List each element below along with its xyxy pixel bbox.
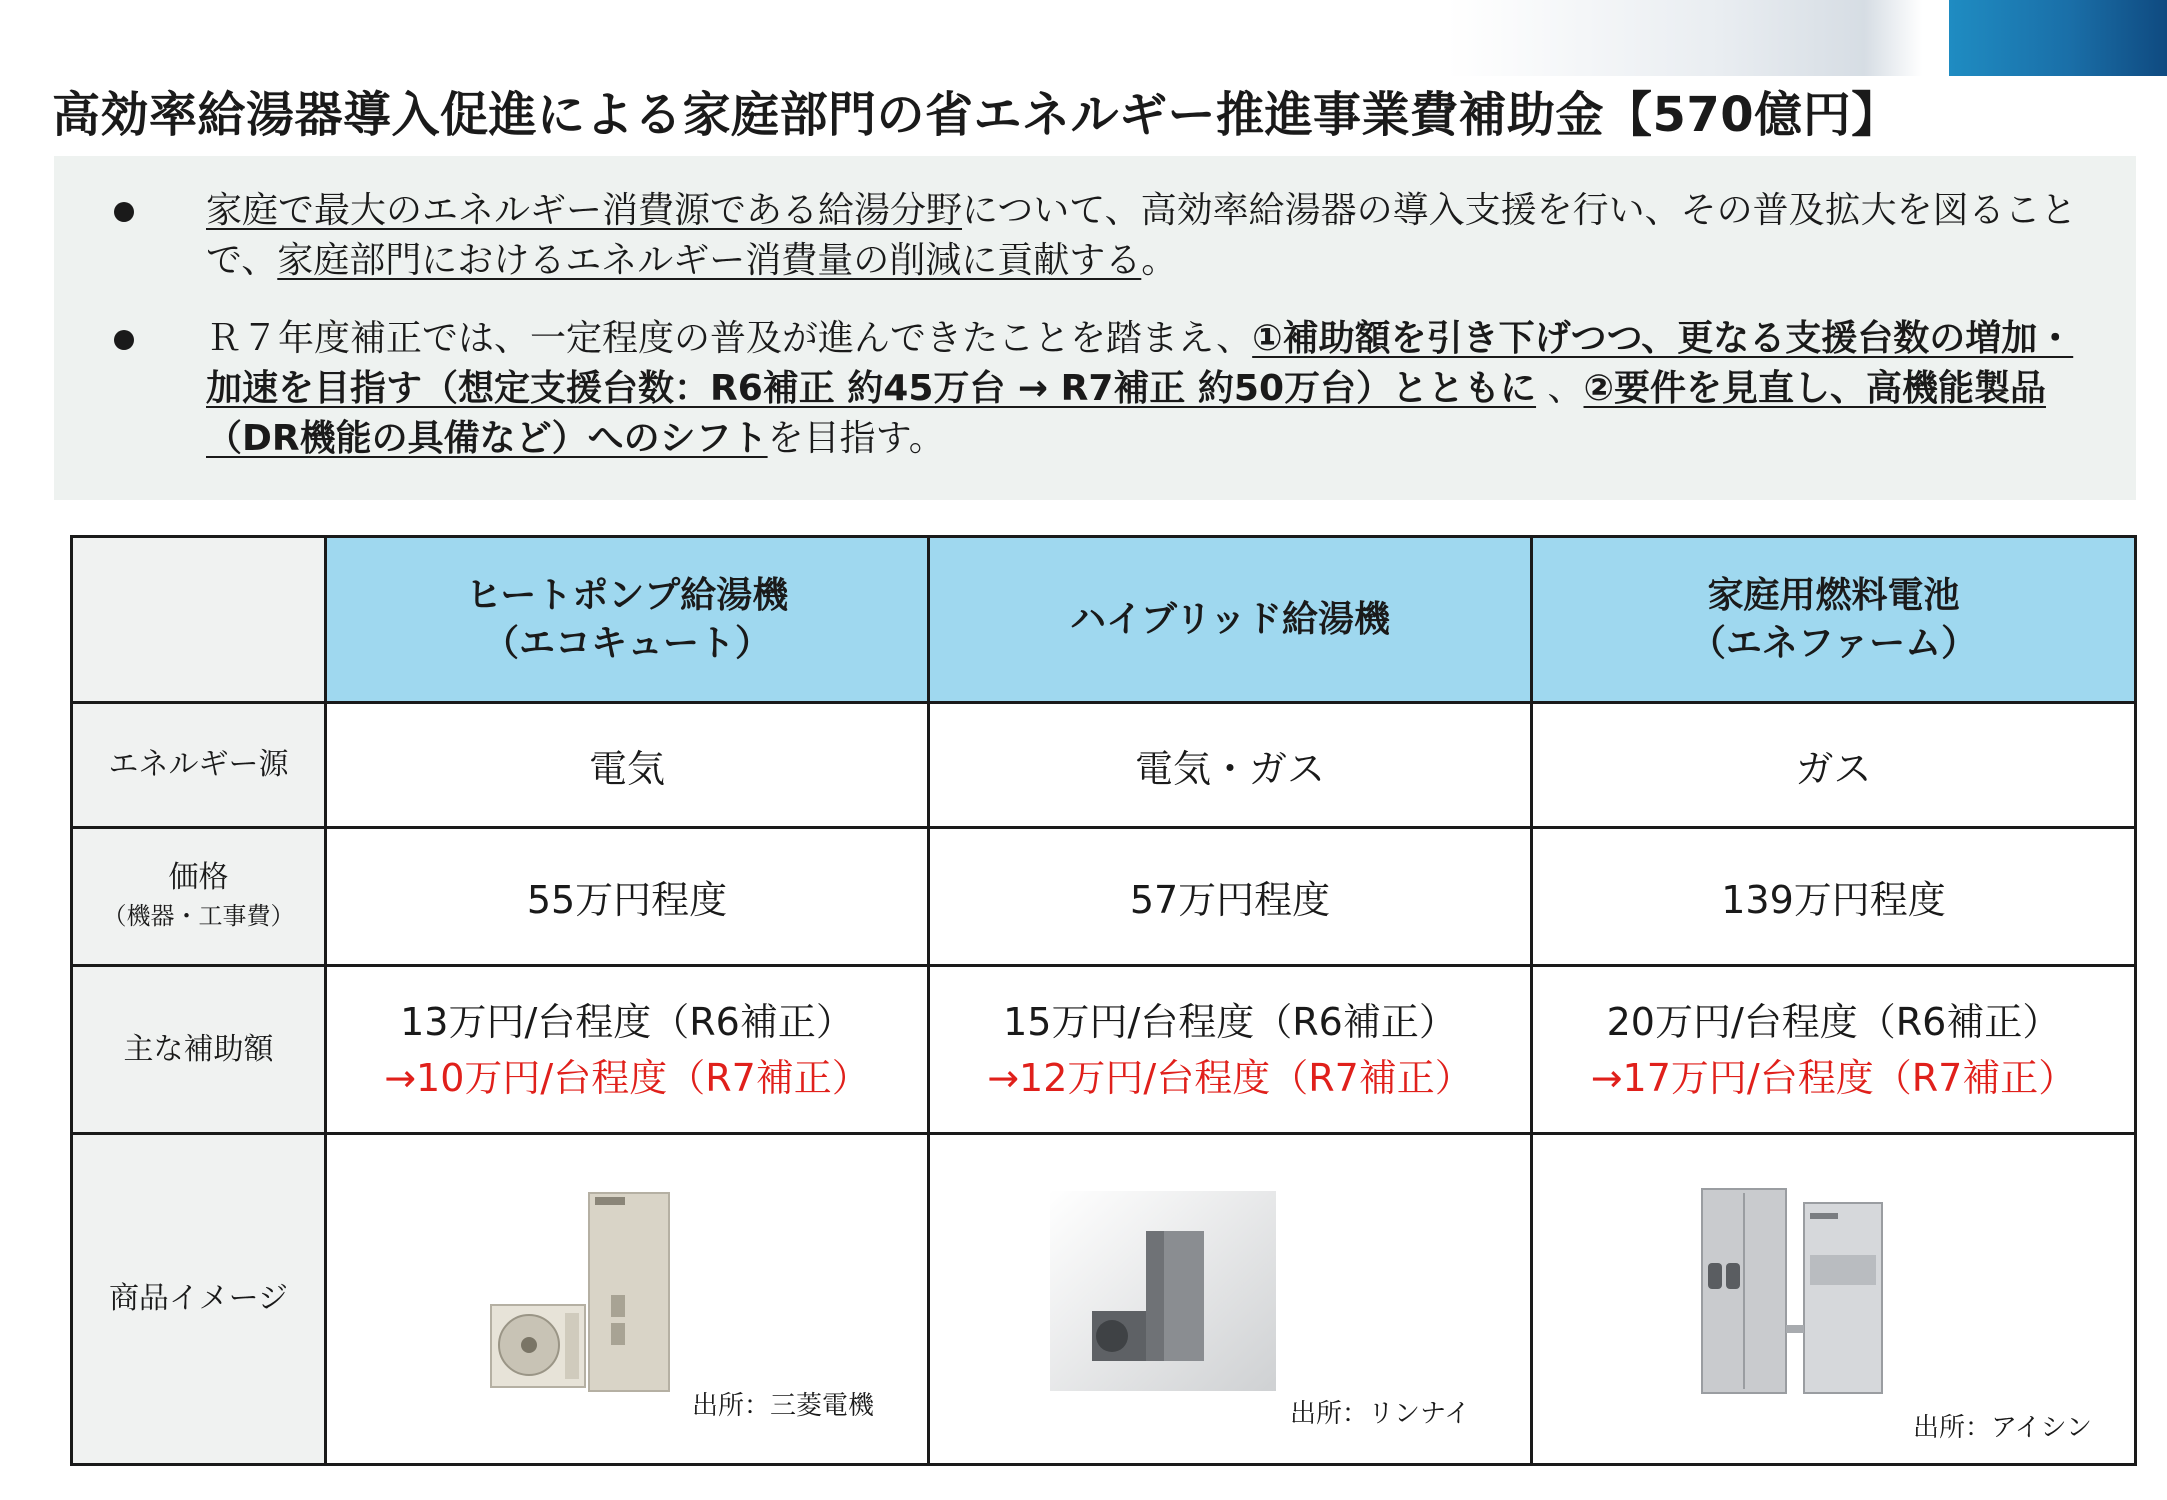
image-credit: 出所：リンナイ (1290, 1399, 1471, 1429)
table-row (72, 828, 2136, 966)
column-heat-pump (326, 537, 929, 703)
summary-bullet-1 (114, 186, 2104, 286)
table-cell: 電気 (326, 703, 929, 828)
page-title: 高効率給湯器導入促進による家庭部門の省エネルギー推進事業費補助金【570億円】 (52, 87, 1900, 143)
subsidy-r6: 13万円/台程度（R6補正） (400, 999, 854, 1044)
bullet-dot-icon (114, 202, 134, 222)
row-label-product-image: 商品イメージ (72, 1134, 326, 1465)
table-row (72, 1134, 2136, 1465)
bullet-2-text-2: 、 (1536, 368, 1584, 409)
subsidy-r7: →17万円/台程度（R7補正） (1590, 1055, 2077, 1100)
table-header-row (72, 537, 2136, 703)
table-cell (326, 1134, 929, 1465)
column-hybrid (929, 537, 1532, 703)
bullet-2-emphasis-1: ①補助額を引き下げつつ、更なる支援台数の増加・加速を目指す（想定支援台数：R6補正 約45万台 → R7補正 約50万台）とともに (206, 318, 2074, 409)
table-cell: 57万円程度 (929, 828, 1532, 966)
column-title: ハイブリッド給湯機 (1069, 598, 1391, 640)
bullet-dot-icon (114, 330, 134, 350)
row-label-price (72, 828, 326, 966)
comparison-table (70, 535, 2137, 1466)
bullet-2-emphasis-2: ②要件を見直し、高機能製品（DR機能の具備など）へのシフト (206, 368, 2046, 459)
image-credit: 出所：三菱電機 (692, 1391, 875, 1421)
bullet-1-underlined-2: 家庭部門におけるエネルギー消費量の削減に貢献する (277, 240, 1142, 281)
column-fuel-cell (1532, 537, 2136, 703)
table-corner-cell (72, 537, 326, 703)
table-row (72, 966, 2136, 1134)
bullet-2-text-1: Ｒ７年度補正では、一定程度の普及が進んできたことを踏まえ、 (206, 318, 1253, 359)
corner-accent-block (1949, 0, 2167, 76)
column-subtitle: （エコキュート） (482, 622, 771, 664)
subsidy-r7: →10万円/台程度（R7補正） (384, 1055, 870, 1100)
image-credit: 出所：アイシン (1913, 1413, 2093, 1443)
table-cell (929, 1134, 1532, 1465)
table-cell: 電気・ガス (929, 703, 1532, 828)
subsidy-r6: 15万円/台程度（R6補正） (1003, 999, 1457, 1044)
column-title: ヒートポンプ給湯機 (465, 574, 789, 616)
table-row (72, 703, 2136, 828)
hybrid-product-image (1050, 1191, 1276, 1391)
bullet-1-underlined-1: 家庭で最大のエネルギー消費源である給湯分野 (206, 190, 963, 231)
row-label-subsidy: 主な補助額 (72, 966, 326, 1134)
price-label: 価格 (168, 859, 229, 895)
heat-pump-product-image (487, 1185, 697, 1405)
column-title: 家庭用燃料電池 (1707, 574, 1960, 616)
column-subtitle: （エネファーム） (1689, 622, 1978, 664)
table-cell (1532, 1134, 2136, 1465)
subsidy-r6: 20万円/台程度（R6補正） (1606, 999, 2061, 1044)
row-label-energy-source: エネルギー源 (72, 703, 326, 828)
fuel-cell-product-image (1698, 1185, 1888, 1400)
table-cell (326, 966, 929, 1134)
table-cell: 55万円程度 (326, 828, 929, 966)
bullet-2-text-3: を目指す。 (767, 418, 945, 459)
summary-box (54, 156, 2136, 500)
table-cell (929, 966, 1532, 1134)
table-cell: 139万円程度 (1532, 828, 2136, 966)
bullet-1-text-2: 。 (1141, 240, 1178, 281)
table-cell (1532, 966, 2136, 1134)
bullet-1-text-1: について、高効率給湯器の導入支援を行い、その普及拡大を図ることで、 (206, 190, 2077, 281)
table-cell: ガス (1532, 703, 2136, 828)
price-label-note: （機器・工事費） (102, 901, 295, 930)
subsidy-r7: →12万円/台程度（R7補正） (987, 1055, 1473, 1100)
summary-bullet-2 (114, 314, 2104, 464)
